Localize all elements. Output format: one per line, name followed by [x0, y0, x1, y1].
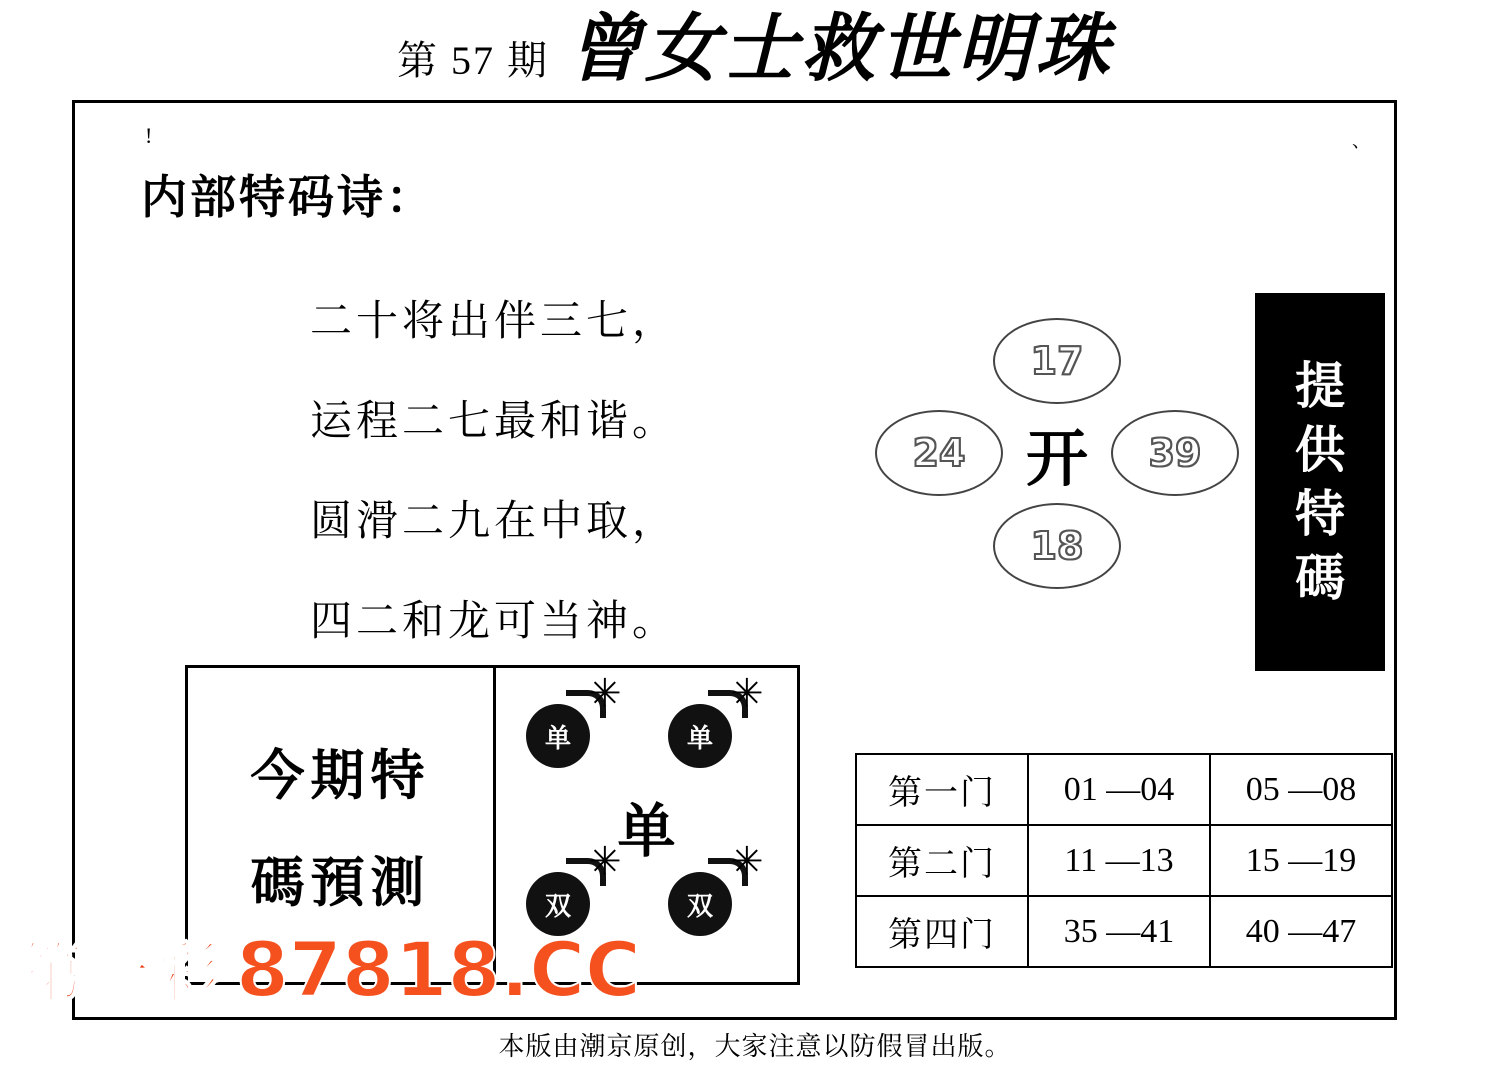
gate-range-table [855, 753, 1393, 968]
lottery-ball-cluster [875, 318, 1245, 618]
gate-range-1b: 05 —08 [1210, 754, 1392, 825]
poem-line-4: 四二和龙可当神。 [310, 596, 679, 645]
table-row [856, 896, 1392, 967]
tick-mark-right: 、 [1352, 131, 1370, 151]
table-row [856, 754, 1392, 825]
bomb-icon-2 [668, 671, 764, 768]
spark-icon: ✳ [730, 839, 764, 885]
gate-range-1a: 01 —04 [1028, 754, 1210, 825]
gate-name-2: 第二门 [856, 825, 1028, 896]
banner-char-1: 提 [1295, 356, 1345, 415]
poem-block [310, 288, 830, 688]
bomb-label-4: 双 [668, 872, 732, 936]
gate-range-2b: 15 —19 [1210, 825, 1392, 896]
bomb-label-1: 单 [526, 704, 590, 768]
banner-char-3: 特 [1295, 484, 1345, 543]
spark-icon: ✳ [588, 671, 622, 717]
banner-char-4: 碼 [1295, 548, 1345, 607]
ball-bottom: 18 [993, 503, 1121, 589]
bomb-label-2: 单 [668, 704, 732, 768]
spark-icon: ✳ [588, 839, 622, 885]
poem-line-3: 圆滑二九在中取， [310, 496, 679, 545]
banner-char-2: 供 [1295, 420, 1345, 479]
ball-center-label: 开 [1025, 421, 1088, 495]
content-frame [72, 100, 1397, 1020]
bomb-icon-4 [668, 839, 764, 936]
prediction-label-line-2: 碼預測 [250, 850, 431, 914]
site-watermark [18, 920, 641, 1015]
gate-range-3b: 40 —47 [1210, 896, 1392, 967]
page-title: 曾女士救世明珠 [567, 6, 1113, 92]
watermark-url: 87818.CC [236, 925, 641, 1014]
prediction-center-char: 单 [617, 797, 676, 865]
bomb-icon-1 [526, 671, 622, 768]
gate-name-1: 第一门 [856, 754, 1028, 825]
ball-top: 17 [993, 318, 1121, 404]
gate-name-3: 第四门 [856, 896, 1028, 967]
footer-note: 本版由潮京原创，大家注意以防假冒出版。 [498, 1032, 1012, 1062]
poem-label: 内部特码诗： [141, 170, 435, 224]
ball-right: 39 [1111, 410, 1239, 496]
page-header [0, 8, 1510, 98]
gate-range-2a: 11 —13 [1028, 825, 1210, 896]
ball-left: 24 [875, 410, 1003, 496]
table-row [856, 825, 1392, 896]
bomb-label-3: 双 [526, 872, 590, 936]
watermark-brand: 第一彩 [18, 935, 222, 1012]
spark-icon: ✳ [730, 671, 764, 717]
vertical-banner [1255, 293, 1385, 671]
gate-range-3a: 35 —41 [1028, 896, 1210, 967]
tick-mark-left: ! [145, 123, 153, 148]
poem-line-2: 运程二七最和谐。 [310, 396, 679, 445]
issue-number: 第 57 期 [397, 38, 549, 83]
poem-line-1: 二十将出伴三七， [310, 296, 679, 345]
prediction-label-line-1: 今期特 [250, 743, 431, 807]
